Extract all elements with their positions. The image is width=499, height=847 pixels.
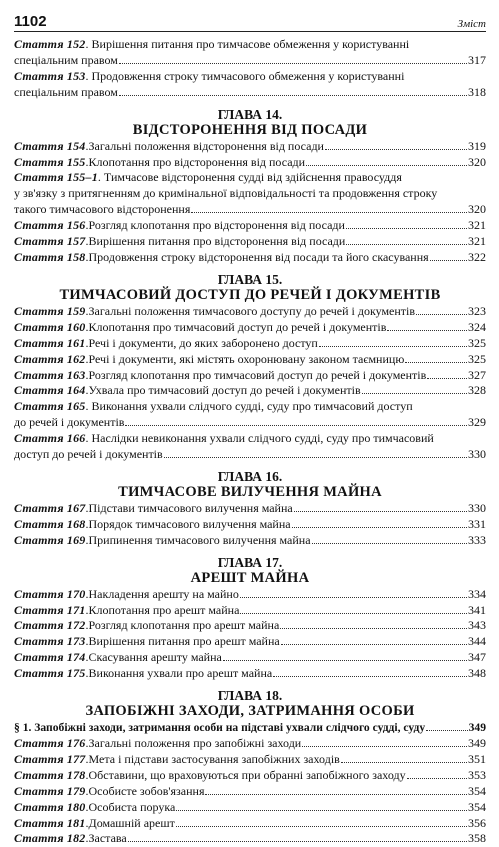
- entry-last-line: Стаття 171 . Клопотання про арешт майна 341: [14, 602, 486, 617]
- chapter-title: ЗАПОБІЖНІ ЗАХОДИ, ЗАТРИМАННЯ ОСОБИ: [85, 703, 415, 720]
- page-ref: 351: [468, 751, 486, 766]
- article-number: Стаття 163: [14, 367, 86, 382]
- article-number: Стаття 173: [14, 634, 86, 649]
- toc-entry: [14, 399, 486, 431]
- chapter-heading: [14, 555, 486, 587]
- entry-last-line: [14, 447, 486, 463]
- toc-entry: [14, 800, 486, 816]
- article-title-line: Виконання ухвали про арешт майна: [88, 666, 273, 681]
- entry-last-line: Стаття 158 . Продовження строку відсторонення від посади та його скасування 322: [14, 249, 486, 264]
- chapter-heading: [14, 107, 486, 139]
- article-title-line: Розгляд клопотання про відсторонення від посади: [88, 218, 345, 233]
- article-title-line: Клопотання про тимчасовий доступ до речей і документів: [88, 319, 387, 334]
- article-title-line: доступ до речей і документів: [14, 447, 163, 462]
- page-ref: 325: [468, 335, 486, 350]
- entry-last-line: Стаття 182 . Застава 358: [14, 831, 486, 846]
- dot-leader: [119, 95, 467, 96]
- article-number: Стаття 168: [14, 516, 86, 531]
- article-title-line: Наслідки невиконання ухвали слідчого судді, суду про тимчасовий: [91, 431, 434, 446]
- dot-leader: [302, 746, 467, 747]
- article-title-line: Розгляд клопотання про тимчасовий доступ до речей і документів: [88, 367, 427, 382]
- page-ref: 349: [468, 721, 486, 735]
- dot-leader: [427, 378, 467, 379]
- toc-entry: [14, 234, 486, 250]
- entry-last-line: Стаття 156 . Розгляд клопотання про відсторонення від посади 321: [14, 218, 486, 233]
- toc-entry: [14, 383, 486, 399]
- page-ref: 329: [468, 415, 486, 430]
- page-ref: 354: [468, 783, 486, 798]
- section-text: § 1. Запобіжні заходи, затримання особи на підставі ухвали слідчого судді, суду: [14, 721, 426, 735]
- article-title-line: Мета і підстави застосування запобіжних заходів: [88, 751, 340, 766]
- dot-leader: [273, 676, 467, 677]
- toc-section-entry: [14, 720, 486, 736]
- dot-leader: [426, 730, 467, 731]
- entry-last-line: Стаття 159 . Загальні положення тимчасового доступу до речей і документів 323: [14, 303, 486, 318]
- article-title-line: Речі і документи, до яких заборонено доступ: [88, 335, 318, 350]
- article-number: Стаття 181: [14, 815, 86, 830]
- article-number: Стаття 178: [14, 767, 86, 782]
- dot-leader: [306, 165, 467, 166]
- dot-leader: [292, 527, 467, 528]
- article-number: Стаття 172: [14, 618, 86, 633]
- entry-line: Стаття 165. Виконання ухвали слідчого судді, суду про тимчасовий доступ: [14, 399, 413, 414]
- article-title-line: Накладення арешту на майно: [88, 586, 239, 601]
- page-ref: 319: [468, 138, 486, 153]
- page-ref: 356: [468, 815, 486, 830]
- entry-last-line: Стаття 174 . Скасування арешту майна 347: [14, 650, 486, 665]
- entry-last-line: Стаття 160 . Клопотання про тимчасовий доступ до речей і документів 324: [14, 319, 486, 334]
- toc-entry: [14, 634, 486, 650]
- dot-leader: [240, 613, 467, 614]
- page-header: [14, 8, 486, 32]
- article-title-line: Загальні положення тимчасового доступу до речей і документів: [88, 303, 416, 318]
- article-number: Стаття 171: [14, 602, 86, 617]
- entry-line: Стаття 166. Наслідки невиконання ухвали слідчого судді, суду про тимчасовий: [14, 431, 434, 446]
- page-ref: 354: [468, 799, 486, 814]
- entry-last-line: Стаття 155 . Клопотання про відсторонення від посади 320: [14, 154, 486, 169]
- page-ref: 322: [468, 249, 486, 264]
- article-number: Стаття 177: [14, 751, 86, 766]
- dot-leader: [319, 346, 467, 347]
- chapter-title: ТИМЧАСОВЕ ВИЛУЧЕННЯ МАЙНА: [118, 483, 382, 500]
- dot-leader: [362, 393, 467, 394]
- dot-leader: [341, 762, 467, 763]
- article-title-line: Загальні положення про запобіжні заходи: [88, 736, 302, 750]
- article-title-line: Продовження строку тимчасового обмеження у користуванні: [91, 68, 405, 83]
- article-title-line: Ухвала про тимчасовий доступ до речей і документів: [88, 383, 361, 398]
- article-number: Стаття 158: [14, 249, 86, 264]
- page-ref: 358: [468, 831, 486, 846]
- article-number: Стаття 161: [14, 335, 86, 350]
- article-title-line: Загальні положення відсторонення від посади: [88, 138, 324, 153]
- entry-last-line: Стаття 169 . Припинення тимчасового вилучення майна 333: [14, 532, 486, 547]
- entry-last-line: Стаття 164 . Ухвала про тимчасовий доступ до речей і документів 328: [14, 383, 486, 398]
- chapter-number: ГЛАВА 14.: [217, 106, 283, 122]
- dot-leader: [346, 244, 467, 245]
- dot-leader: [191, 212, 467, 213]
- page-ref: 321: [468, 234, 486, 249]
- entry-last-line: Стаття 161 . Речі і документи, до яких заборонено доступ 325: [14, 335, 486, 350]
- toc-entry: [14, 250, 486, 266]
- toc-entry: [14, 320, 486, 336]
- article-number: Стаття 182: [14, 831, 86, 846]
- article-title-line: Клопотання про відсторонення від посади: [88, 154, 306, 169]
- page-ref: 320: [468, 154, 486, 169]
- page-ref: 341: [468, 602, 486, 617]
- entry-last-line: Стаття 177 . Мета і підстави застосування запобіжних заходів 351: [14, 751, 486, 766]
- article-title-line: Вирішення питання про тимчасове обмеження у користуванні: [91, 37, 410, 51]
- dot-leader: [346, 228, 467, 229]
- page-ref: 334: [468, 586, 486, 601]
- article-number: Стаття 156: [14, 218, 86, 233]
- article-title-line: Розгляд клопотання про арешт майна: [88, 618, 280, 633]
- page-ref: 321: [468, 218, 486, 233]
- chapter-title: ТИМЧАСОВИЙ ДОСТУП ДО РЕЧЕЙ І ДОКУМЕНТІВ: [59, 286, 441, 303]
- toc-entry: [14, 139, 486, 155]
- page-ref: 331: [468, 516, 486, 531]
- entry-last-line: [14, 415, 486, 431]
- entry-last-line: Стаття 180 . Особиста порука 354: [14, 799, 486, 814]
- toc-entry: [14, 170, 486, 218]
- article-number: Стаття 155: [14, 154, 86, 169]
- article-title-line: Підстави тимчасового вилучення майна: [88, 500, 293, 515]
- toc-entry: [14, 69, 486, 101]
- entry-last-line: [14, 202, 486, 218]
- chapter-number: ГЛАВА 16.: [217, 468, 283, 484]
- page-ref: 353: [468, 767, 486, 782]
- page-ref: 330: [468, 500, 486, 515]
- article-number: Стаття 155–1: [14, 170, 98, 185]
- toc-entry: [14, 304, 486, 320]
- article-number: Стаття 162: [14, 351, 86, 366]
- page-ref: 317: [468, 52, 486, 67]
- article-title-line: Скасування арешту майна: [88, 650, 222, 665]
- article-number: Стаття 165: [14, 399, 86, 414]
- page-ref: 327: [468, 367, 486, 382]
- page-ref: 328: [468, 383, 486, 398]
- article-title-line: Порядок тимчасового вилучення майна: [88, 516, 291, 531]
- dot-leader: [405, 362, 467, 363]
- table-of-contents: [14, 37, 486, 847]
- toc-entry: [14, 501, 486, 517]
- chapter-number: ГЛАВА 17.: [217, 554, 283, 570]
- entry-last-line: Стаття 178 . Обставини, що враховуються при обранні запобіжного заходу 353: [14, 767, 486, 782]
- entry-last-line: Стаття 154 . Загальні положення відсторонення від посади 319: [14, 138, 486, 153]
- article-number: Стаття 157: [14, 234, 86, 249]
- article-title-line: Домашній арешт: [88, 815, 175, 830]
- toc-entry: [14, 336, 486, 352]
- toc-entry: [14, 37, 486, 69]
- entry-last-line: Стаття 163 . Розгляд клопотання про тимчасовий доступ до речей і документів 327: [14, 367, 486, 382]
- entry-last-line: Стаття 173 . Вирішення питання про арешт майна 344: [14, 634, 486, 649]
- entry-last-line: Стаття 167 . Підстави тимчасового вилучення майна 330: [14, 500, 486, 515]
- toc-entry: [14, 784, 486, 800]
- article-number: Стаття 166: [14, 431, 86, 446]
- toc-entry: [14, 368, 486, 384]
- page-ref: 330: [468, 447, 486, 462]
- entry-line: [14, 186, 486, 202]
- toc-entry: [14, 768, 486, 784]
- dot-leader: [240, 597, 467, 598]
- article-title-line: такого тимчасового відсторонення: [14, 202, 191, 217]
- article-number: Стаття 159: [14, 303, 86, 318]
- entry-last-line: Стаття 176 . Загальні положення про запобіжні заходи 349: [14, 736, 486, 750]
- dot-leader: [205, 794, 467, 795]
- toc-entry: [14, 352, 486, 368]
- entry-last-line: Стаття 172 . Розгляд клопотання про арешт майна 343: [14, 618, 486, 633]
- toc-entry: [14, 831, 486, 847]
- article-number: Стаття 153: [14, 68, 86, 83]
- article-title-line: до речей і документів: [14, 415, 125, 430]
- dot-leader: [125, 425, 467, 426]
- toc-entry: [14, 603, 486, 619]
- page-ref: 333: [468, 532, 486, 547]
- toc-entry: [14, 816, 486, 832]
- dot-leader: [430, 260, 467, 261]
- dot-leader: [416, 314, 467, 315]
- page-ref: 348: [468, 666, 486, 681]
- dot-leader: [325, 149, 467, 150]
- article-title-line: у зв'язку з притягненням до кримінальної відповідальності та продовження строку: [14, 186, 438, 201]
- entry-last-line: Стаття 168 . Порядок тимчасового вилучення майна 331: [14, 516, 486, 531]
- section-title: Зміст: [457, 18, 486, 30]
- dot-leader: [281, 644, 467, 645]
- article-title-line: Клопотання про арешт майна: [88, 602, 240, 617]
- article-number: Стаття 167: [14, 500, 86, 515]
- entry-last-line: Стаття 170 . Накладення арешту на майно 334: [14, 586, 486, 601]
- article-number: Стаття 175: [14, 666, 86, 681]
- page-number: 1102: [14, 13, 47, 30]
- toc-entry: [14, 431, 486, 463]
- entry-last-line: [14, 85, 486, 101]
- article-number: Стаття 180: [14, 799, 86, 814]
- article-number: Стаття 169: [14, 532, 86, 547]
- article-number: Стаття 170: [14, 586, 86, 601]
- article-title-line: спеціальним правом: [14, 52, 118, 67]
- toc-entry: [14, 517, 486, 533]
- article-title-line: Особисте зобов'язання: [88, 783, 205, 798]
- chapter-heading: [14, 469, 486, 501]
- toc-entry: [14, 752, 486, 768]
- article-title-line: Тимчасове відсторонення судді від здійснення правосуддя: [103, 170, 402, 185]
- article-number: Стаття 179: [14, 783, 86, 798]
- article-title-line: Застава: [88, 831, 127, 846]
- toc-entry: [14, 666, 486, 682]
- article-number: Стаття 160: [14, 319, 86, 334]
- page-ref: 318: [468, 84, 486, 99]
- dot-leader: [176, 810, 467, 811]
- article-number: Стаття 152: [14, 37, 86, 51]
- article-number: Стаття 176: [14, 736, 86, 750]
- entry-last-line: [14, 53, 486, 69]
- article-title-line: Припинення тимчасового вилучення майна: [88, 532, 311, 547]
- entry-last-line: Стаття 162 . Речі і документи, які містять охоронювану законом таємницю 325: [14, 351, 486, 366]
- chapter-number: ГЛАВА 15.: [217, 271, 283, 287]
- page-ref: 323: [468, 303, 486, 318]
- article-title-line: Вирішення питання про арешт майна: [88, 634, 280, 649]
- article-title-line: Вирішення питання про відсторонення від посади: [88, 234, 346, 249]
- article-number: Стаття 154: [14, 138, 86, 153]
- article-title-line: спеціальним правом: [14, 84, 118, 99]
- dot-leader: [176, 826, 467, 827]
- entry-line: Стаття 155–1. Тимчасове відсторонення судді від здійснення правосуддя: [14, 170, 402, 185]
- article-title-line: Виконання ухвали слідчого судді, суду про тимчасовий доступ: [91, 399, 413, 414]
- dot-leader: [128, 841, 467, 842]
- page-ref: 343: [468, 618, 486, 633]
- toc-entry: [14, 155, 486, 171]
- page-ref: 325: [468, 351, 486, 366]
- article-number: Стаття 164: [14, 383, 86, 398]
- entry-last-line: Стаття 157 . Вирішення питання про відсторонення від посади 321: [14, 234, 486, 249]
- dot-leader: [119, 63, 467, 64]
- toc-entry: [14, 218, 486, 234]
- article-number: Стаття 174: [14, 650, 86, 665]
- article-title-line: Обставини, що враховуються при обранні запобіжного заходу: [88, 767, 406, 782]
- entry-line: Стаття 153. Продовження строку тимчасового обмеження у користуванні: [14, 68, 405, 83]
- chapter-number: ГЛАВА 18.: [217, 688, 283, 704]
- page-ref: 320: [468, 202, 486, 217]
- toc-entry: [14, 533, 486, 549]
- page-ref: 324: [468, 319, 486, 334]
- chapter-title: ВІДСТОРОНЕННЯ ВІД ПОСАДИ: [132, 121, 368, 138]
- entry-line: Стаття 152. Вирішення питання про тимчасове обмеження у користуванні: [14, 37, 410, 51]
- page-ref: 347: [468, 650, 486, 665]
- toc-entry: [14, 587, 486, 603]
- dot-leader: [280, 628, 467, 629]
- dot-leader: [407, 778, 467, 779]
- toc-entry: [14, 618, 486, 634]
- article-title-line: Речі і документи, які містять охоронювану законом таємницю: [88, 351, 405, 366]
- chapter-title: АРЕШТ МАЙНА: [190, 569, 310, 586]
- page-ref: 349: [468, 736, 486, 750]
- chapter-heading: [14, 272, 486, 304]
- article-title-line: Продовження строку відсторонення від посади та його скасування: [88, 249, 429, 264]
- chapter-heading: [14, 688, 486, 720]
- dot-leader: [387, 330, 467, 331]
- toc-page: [14, 8, 486, 847]
- toc-entry: [14, 650, 486, 666]
- entry-last-line: Стаття 175 . Виконання ухвали про арешт майна 348: [14, 666, 486, 681]
- dot-leader: [164, 457, 467, 458]
- dot-leader: [223, 660, 467, 661]
- entry-last-line: Стаття 179 . Особисте зобов'язання 354: [14, 783, 486, 798]
- dot-leader: [294, 511, 467, 512]
- article-title-line: Особиста порука: [88, 799, 176, 814]
- entry-last-line: Стаття 181 . Домашній арешт 356: [14, 815, 486, 830]
- page-ref: 344: [468, 634, 486, 649]
- dot-leader: [312, 543, 467, 544]
- toc-entry: [14, 736, 486, 752]
